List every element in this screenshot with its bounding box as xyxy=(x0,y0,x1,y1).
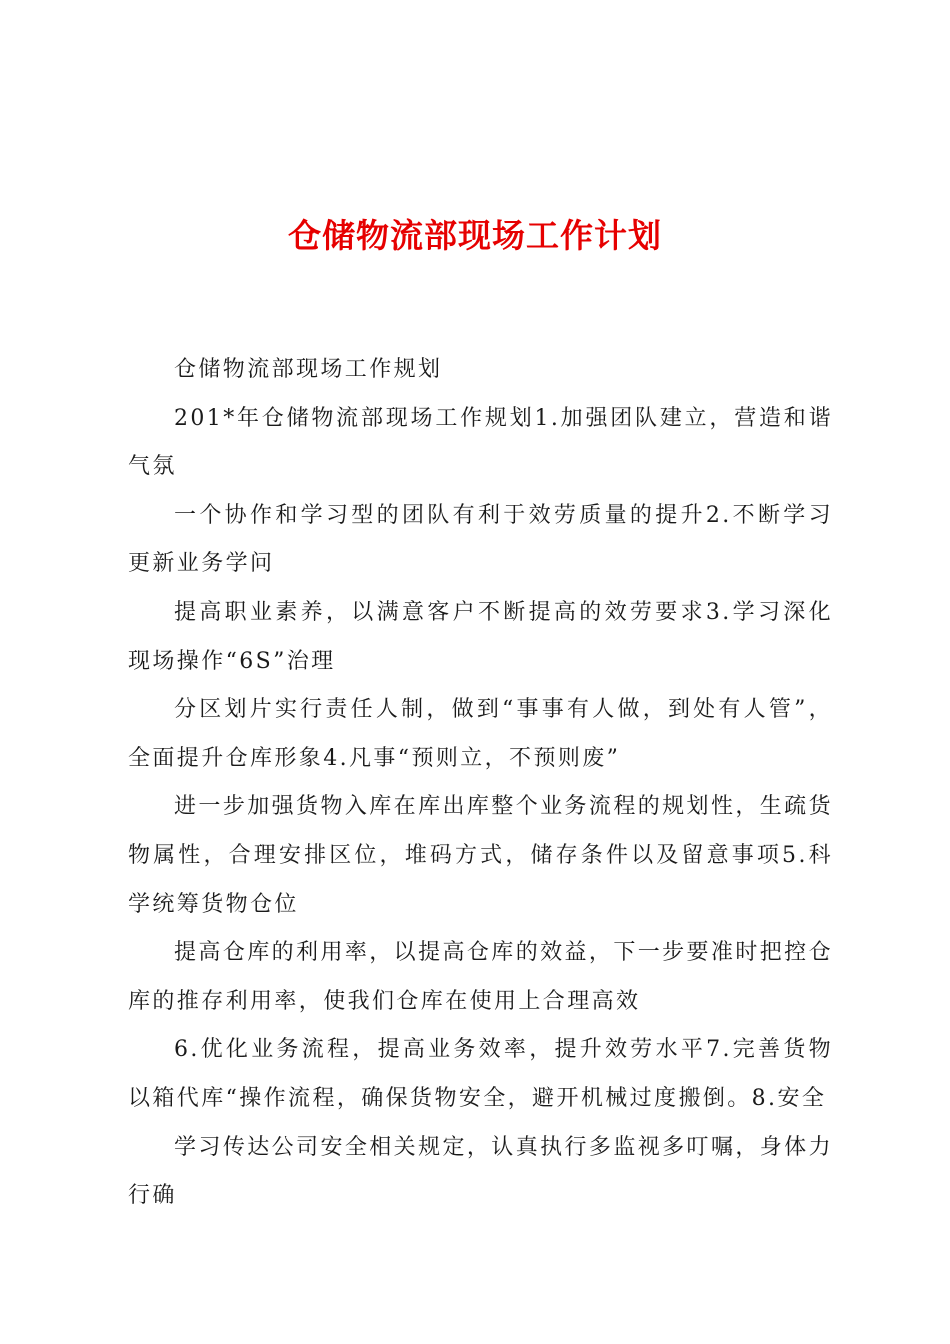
paragraph: 提高仓库的利用率，以提高仓库的效益，下一步要准时把控仓库的推存利用率，使我们仓库在使用上合理高效 xyxy=(128,940,833,1014)
paragraph: 提高职业素养，以满意客户不断提高的效劳要求3.学习深化现场操作“6S”治理 xyxy=(128,599,833,674)
paragraph: 一个协作和学习型的团队有利于效劳质量的提升2.不断学习更新业务学问 xyxy=(128,502,833,577)
paragraph: 进一步加强货物入库在库出库整个业务流程的规划性，生疏货物属性，合理安排区位，堆码方式，储存条件以及留意事项5.科学统筹货物仓位 xyxy=(128,794,833,917)
document-body xyxy=(128,346,833,1221)
paragraph: 分区划片实行责任人制，做到“事事有人做，到处有人管”，全面提升仓库形象4.凡事“预则立，不预则废” xyxy=(128,697,833,771)
paragraph: 201*年仓储物流部现场工作规划1.加强团队建立，营造和谐气氛 xyxy=(128,405,833,480)
paragraph: 仓储物流部现场工作规划 xyxy=(174,357,443,382)
paragraph: 学习传达公司安全相关规定，认真执行多监视多叮嘱，身体力行确 xyxy=(128,1134,833,1209)
paragraph: 6.优化业务流程，提高业务效率，提升效劳水平7.完善货物以箱代库“操作流程，确保货物安全，避开机械过度搬倒。8.安全 xyxy=(128,1037,833,1111)
document-title: 仓储物流部现场工作计划 xyxy=(288,216,662,255)
